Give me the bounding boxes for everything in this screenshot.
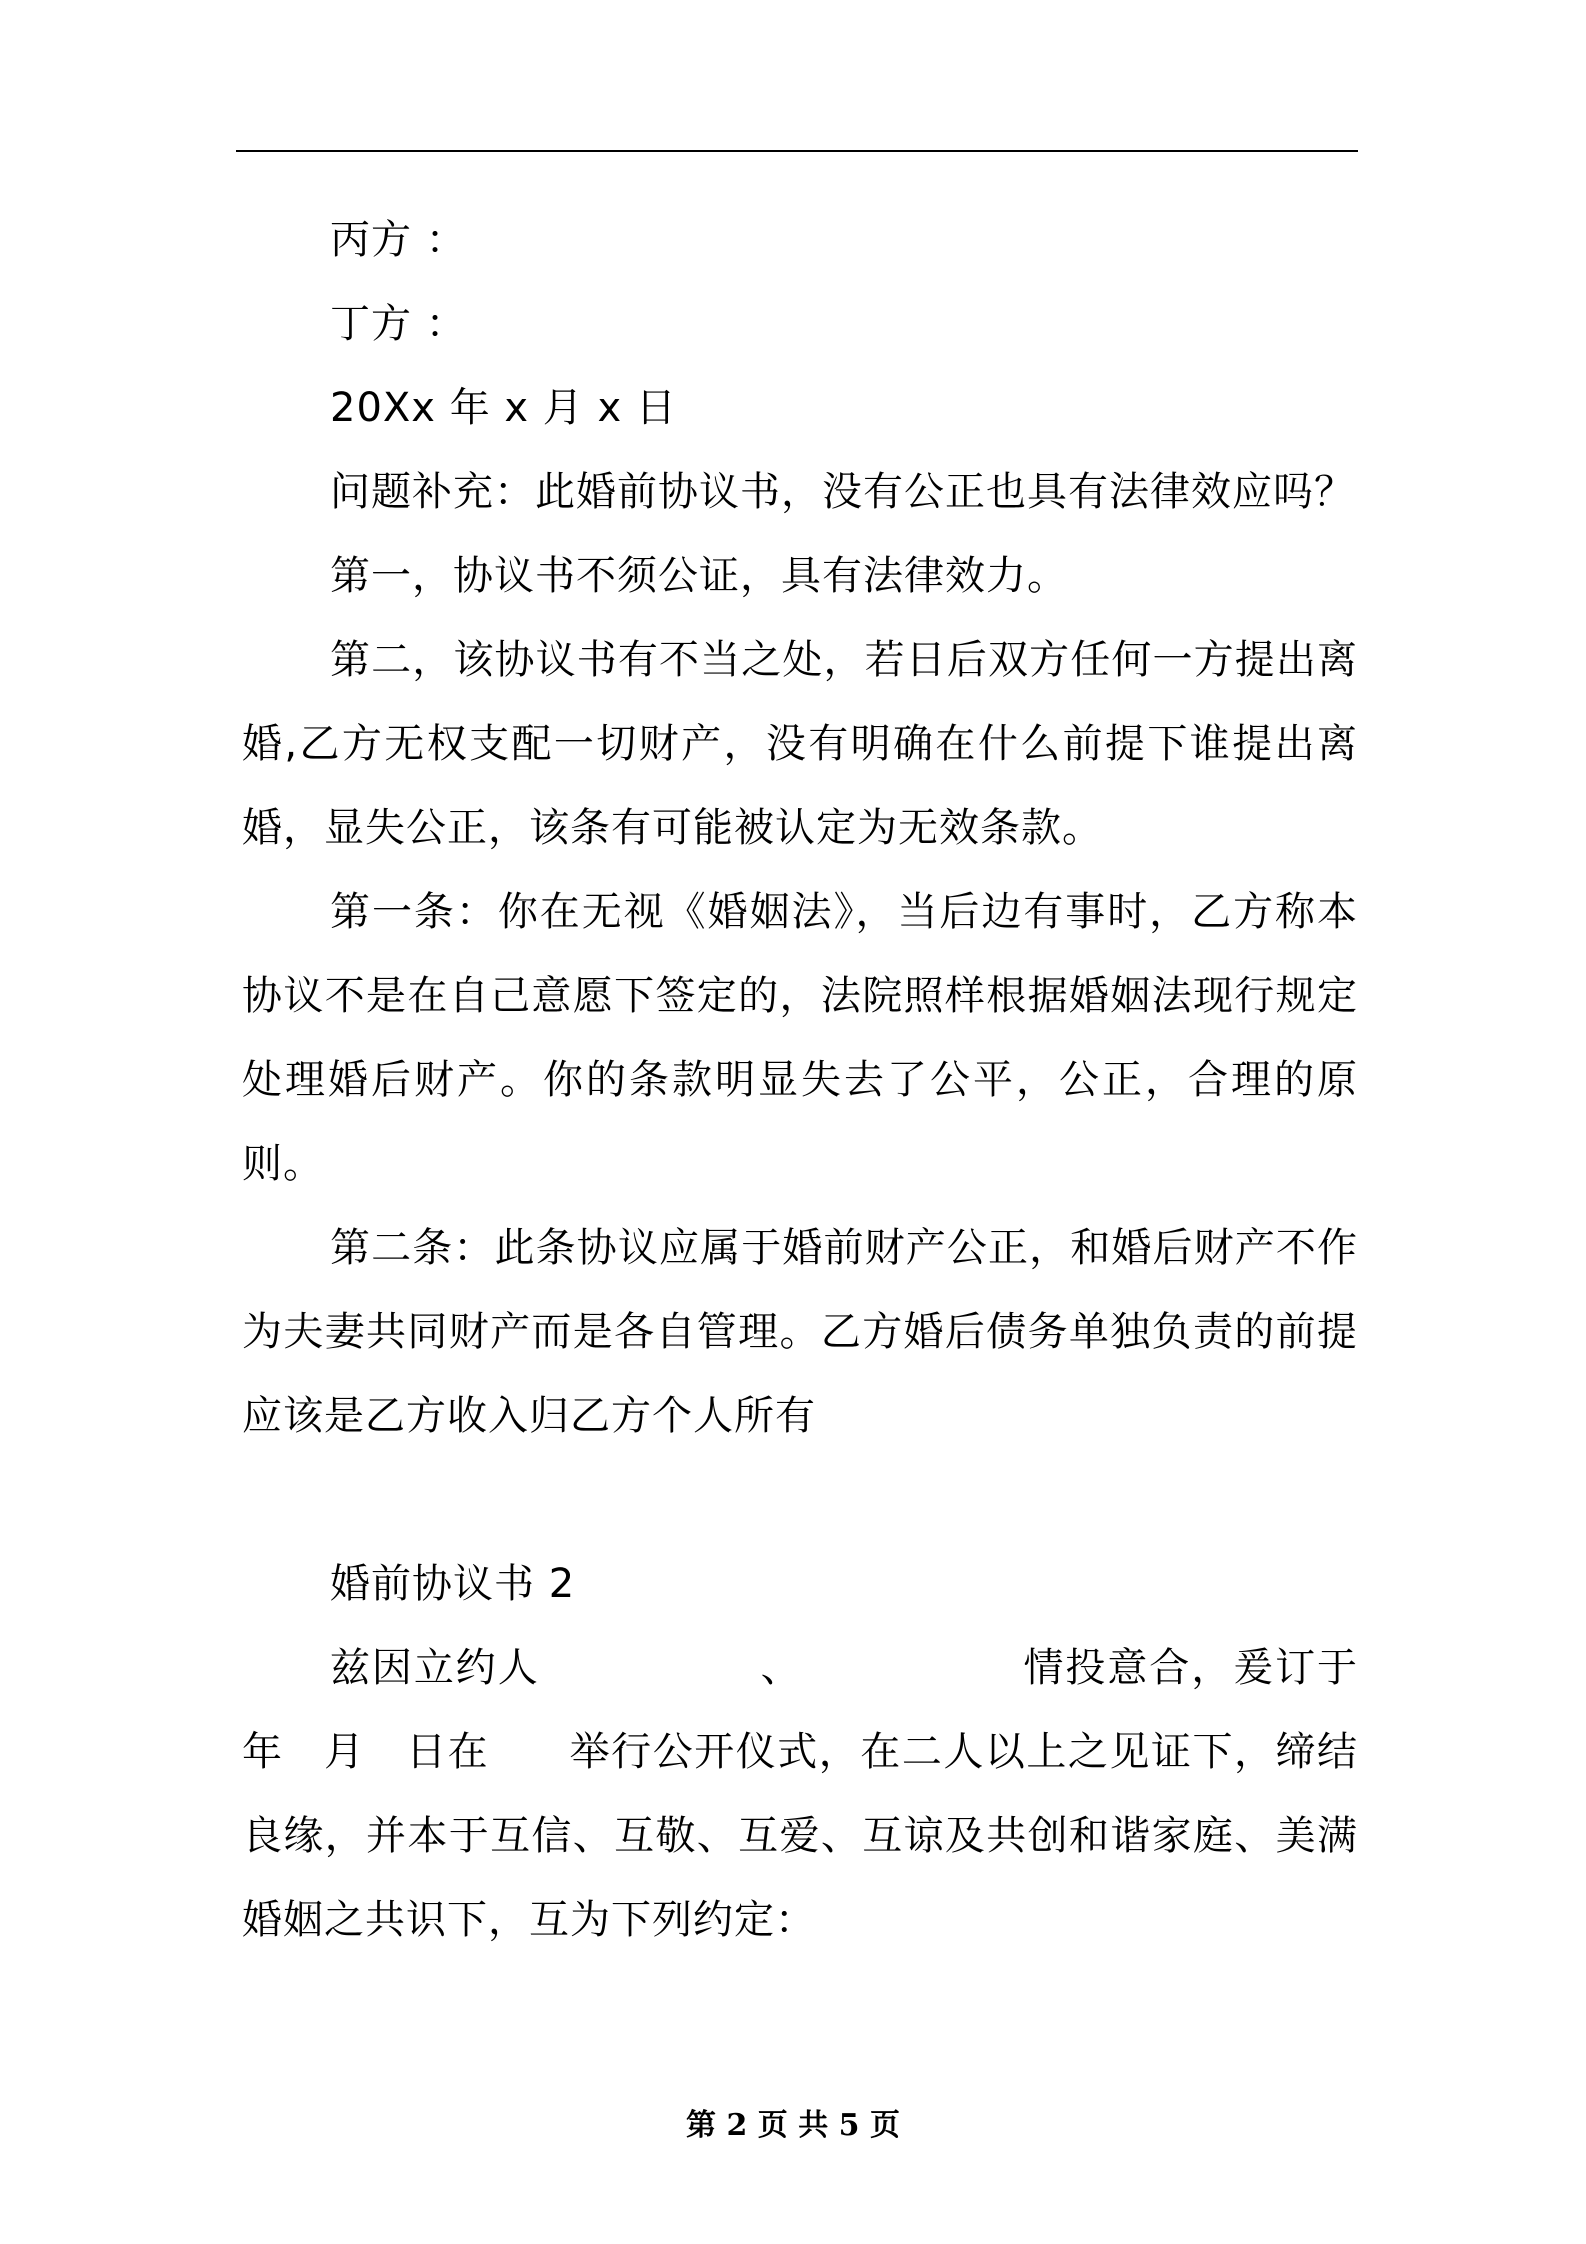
intro-day: 日在 xyxy=(405,1729,490,1775)
intro-month: 月 xyxy=(323,1729,366,1775)
answer-paragraph-4: 第二条：此条协议应属于婚前财产公正，和婚后财产不作为夫妻共同财产而是各自管理。乙方婚后债务单独负责的前提应该是乙方收入归乙方个人所有 xyxy=(242,1225,1358,1439)
intro-part-b: 情投意合，爰订于 xyxy=(1022,1645,1359,1691)
blank-line xyxy=(242,1458,1358,1542)
header-rule xyxy=(236,150,1358,152)
answer-paragraph-1: 第一，协议书不须公证，具有法律效力。 xyxy=(330,553,1068,599)
intro-paragraph xyxy=(242,1626,1358,1962)
document-body xyxy=(242,198,1358,1962)
question-paragraph: 问题补充：此婚前协议书，没有公正也具有法律效应吗？ xyxy=(330,469,1355,515)
section-title: 婚前协议书 2 xyxy=(330,1561,576,1607)
date-line: 20Xx 年 x 月 x 日 xyxy=(330,385,677,431)
page-number-footer: 第 2 页 共 5 页 xyxy=(686,2108,900,2143)
party-c-line: 丙方 ： xyxy=(330,217,467,263)
party-d-line: 丁方 ： xyxy=(330,301,467,347)
intro-part-c: 举行公开仪式，在二人以上之见证下，缔结良缘，并本于互信、互敬、互爱、互谅及共创和谐家庭、美满婚姻之共识下，互为下列约定： xyxy=(242,1729,1359,1943)
answer-paragraph-3: 第一条：你在无视《婚姻法》，当后边有事时，乙方称本协议不是在自己意愿下签定的，法院照样根据婚姻法现行规定处理婚后财产。你的条款明显失去了公平，公正，合理的原则。 xyxy=(242,889,1358,1187)
intro-part-a: 兹因立约人 xyxy=(330,1645,540,1691)
answer-paragraph-2: 第二，该协议书有不当之处，若日后双方任何一方提出离婚,乙方无权支配一切财产，没有明确在什么前提下谁提出离婚，显失公正，该条有可能被认定为无效条款。 xyxy=(242,637,1358,851)
intro-year: 年 xyxy=(242,1729,284,1775)
intro-separator: 、 xyxy=(759,1645,803,1691)
